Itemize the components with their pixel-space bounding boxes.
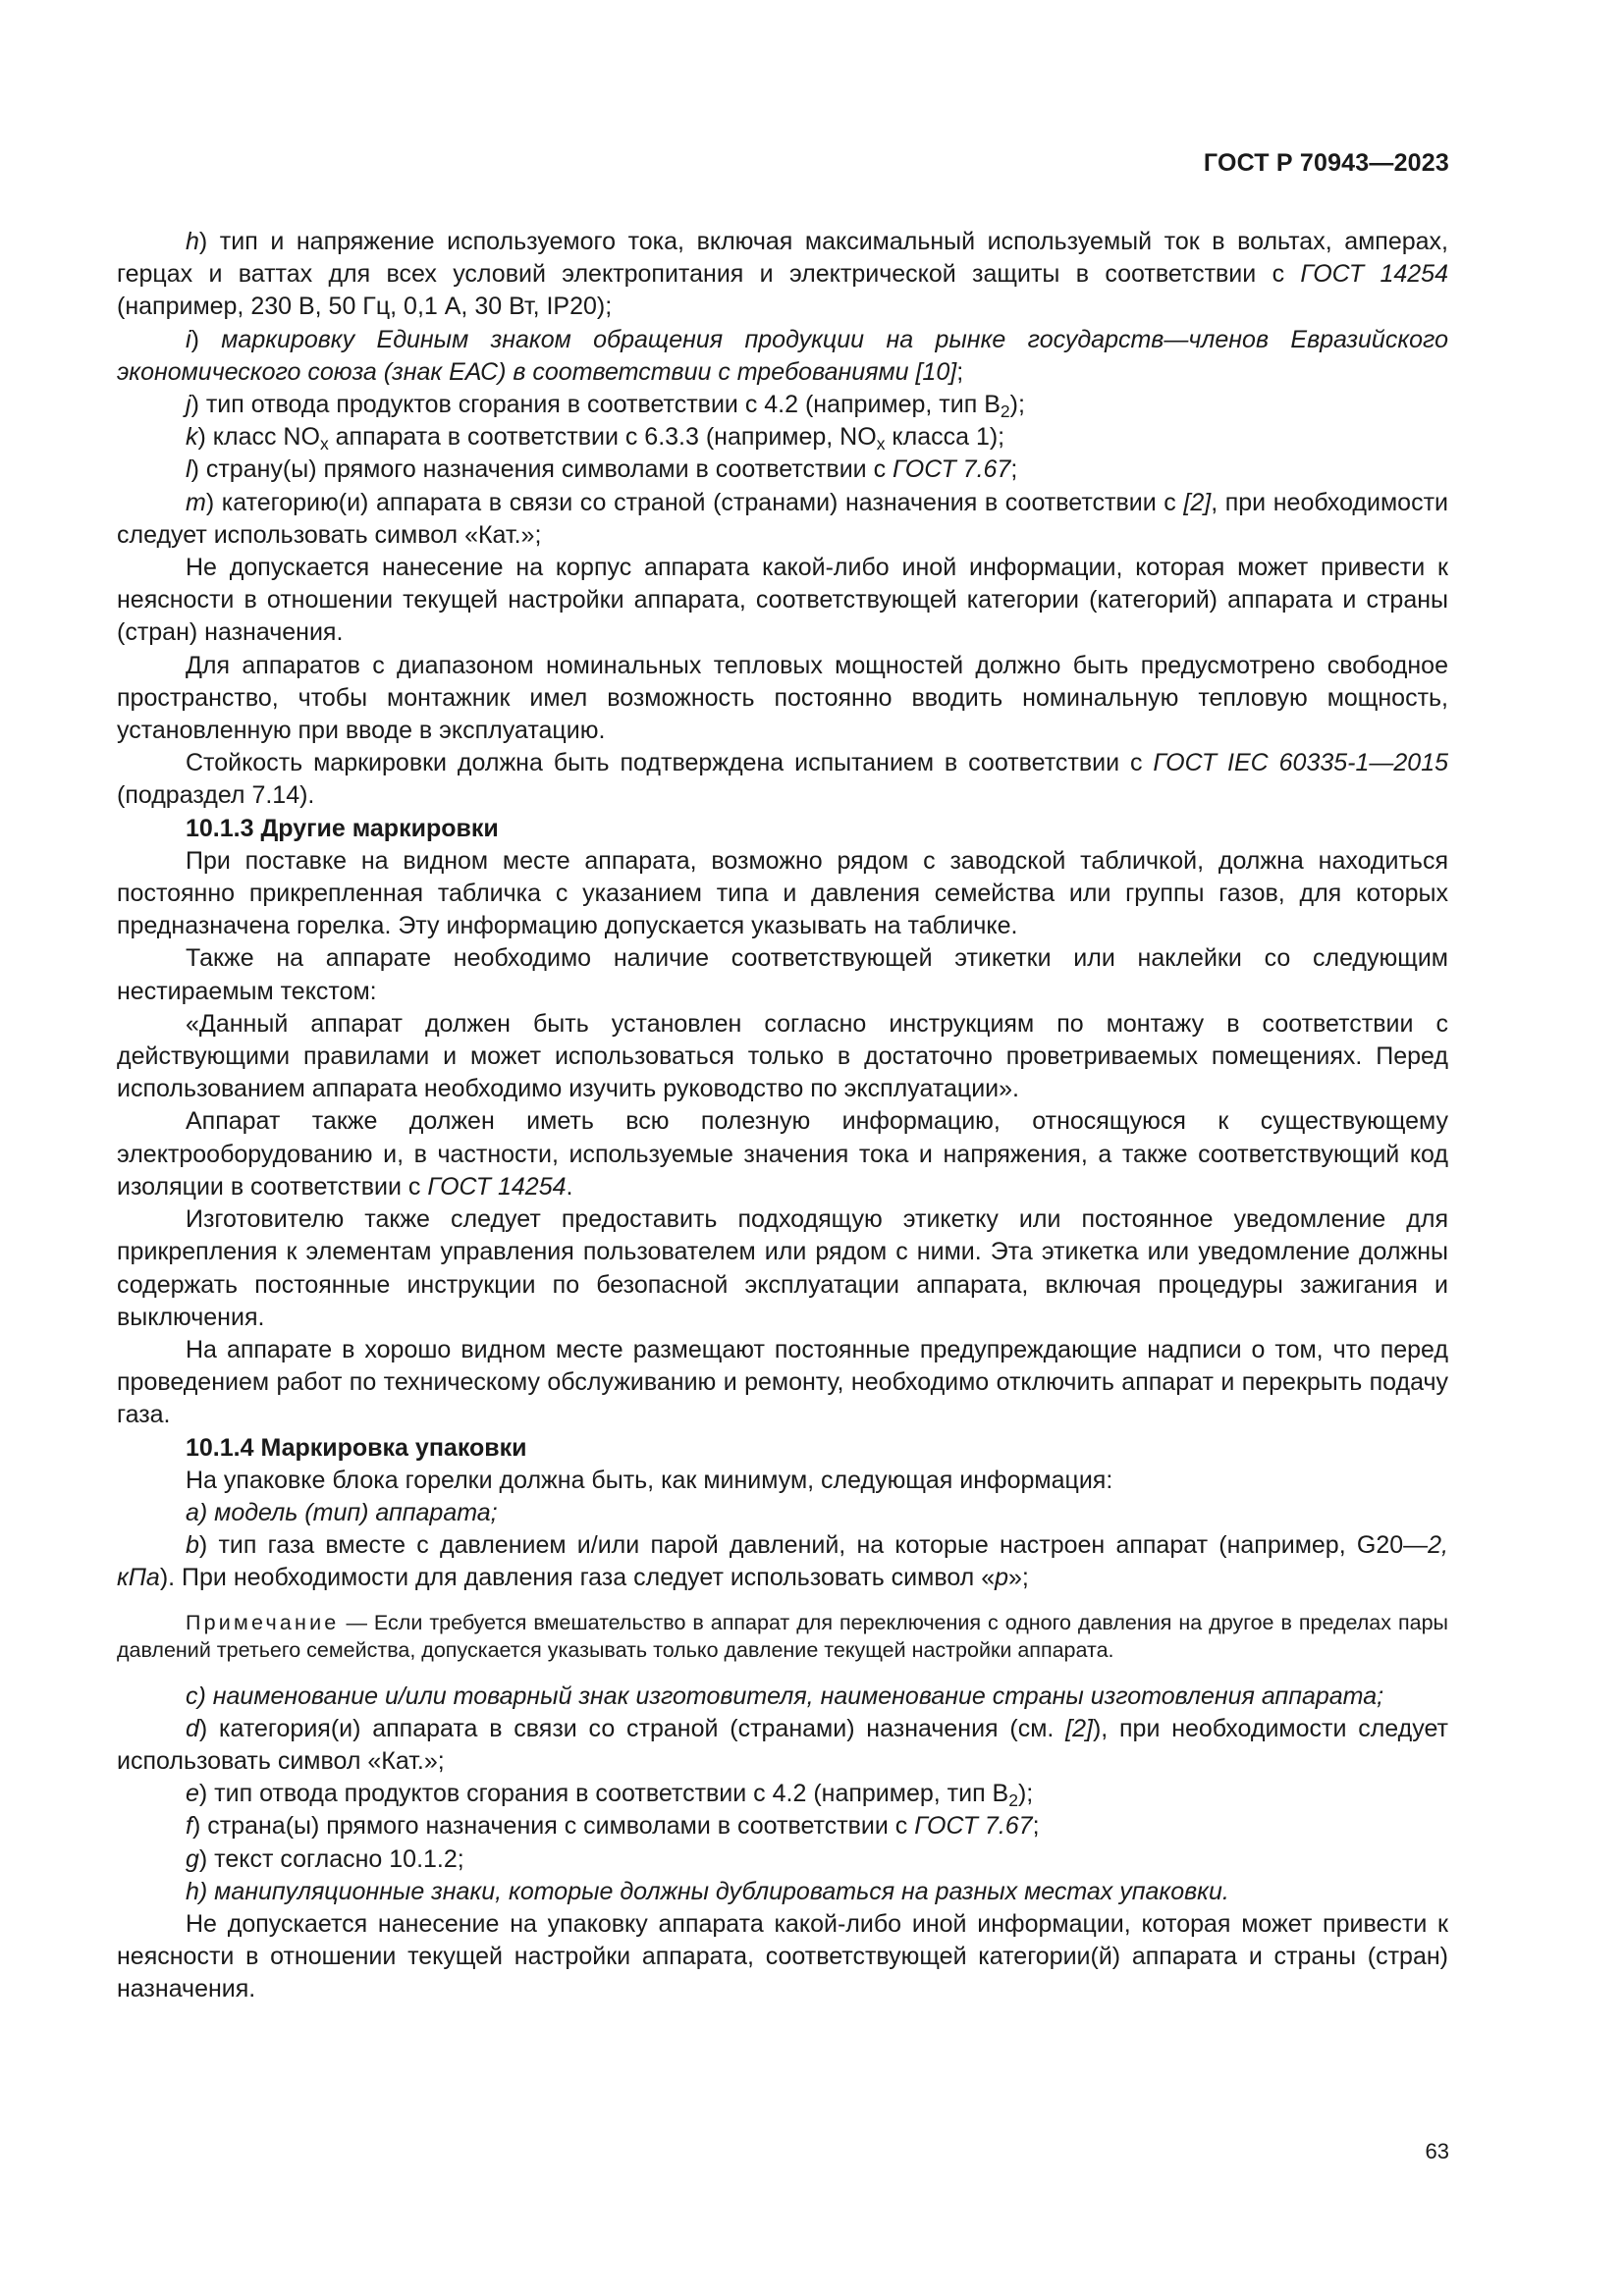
item-text: ) класс NO [197, 423, 320, 452]
list-item-j [117, 389, 1448, 421]
subscript: x [319, 434, 329, 454]
section-heading-10-1-3: 10.1.3 Другие маркировки [186, 814, 499, 842]
standard-reference: ГОСТ 7.67 [893, 455, 1011, 484]
item-letter: g [186, 1844, 199, 1873]
paragraph: При поставке на видном месте аппарата, возможно рядом с заводской табличкой, должна находиться постоянно прикрепленная табличка с указанием типа и давления семейства или группы газов, для которых предназначена горелка. Эту информацию допускается указывать на табличке. [117, 846, 1448, 940]
item-text-tail: ); [1017, 1780, 1034, 1808]
item-text: ) страна(ы) прямого назначения с символами в соответствии с [191, 1812, 915, 1841]
list-item-i [117, 324, 1448, 389]
item-text-tail: ); [1009, 391, 1025, 419]
list-item-f [117, 1810, 1448, 1842]
pressure-symbol: p [995, 1564, 1009, 1592]
section-heading-10-1-4: 10.1.4 Маркировка упаковки [186, 1433, 527, 1462]
item-letter: i [186, 325, 191, 353]
paragraph-text-tail: (подраздел 7.14). [117, 781, 315, 810]
list-item-c: c) наименование и/или товарный знак изготовителя, наименование страны изготовления аппарата; [186, 1682, 1384, 1710]
item-text-tail: ; [1010, 455, 1018, 484]
page-number: 63 [1425, 2139, 1449, 2163]
standard-reference: ГОСТ IEC 60335-1—2015 [1153, 749, 1449, 777]
item-text-middle: ). При необходимости для давления газа следует использовать символ « [159, 1564, 996, 1592]
paragraph-text: Аппарат также должен иметь всю полезную информацию, относящуюся к существующему электрооборудованию и, в частности, используемые значения тока и напряжения, а также соответствующий код изоляции в соответствии с [117, 1107, 1448, 1201]
item-text-middle: аппарата в соответствии с 6.3.3 (например, NO [328, 423, 877, 452]
standard-reference: ГОСТ 14254 [1300, 260, 1448, 289]
note [117, 1609, 1448, 1665]
item-letter: b [186, 1531, 199, 1560]
bibliography-reference: [2] [1183, 488, 1212, 516]
item-letter: e [186, 1780, 199, 1808]
document-id-header: ГОСТ Р 70943—2023 [1203, 149, 1449, 177]
list-item-k [117, 421, 1448, 454]
quoted-label-text: «Данный аппарат должен быть установлен согласно инструкциям по монтажу в соответствии с действующими правилами и может использоваться только в достаточно проветриваемых помещениях. Перед использованием аппарата необходимо изучить руководство по эксплуатации». [117, 1009, 1448, 1103]
list-item-b [117, 1529, 1448, 1594]
subscript: 2 [1000, 401, 1010, 422]
list-item-d [117, 1713, 1448, 1778]
paragraph-text-tail: . [566, 1172, 573, 1201]
list-item-e [117, 1778, 1448, 1810]
document-body [117, 226, 1448, 2006]
paragraph [117, 747, 1448, 812]
list-item-h-packaging: h) манипуляционные знаки, которые должны дублироваться на разных местах упаковки. [186, 1877, 1229, 1905]
list-item-h [117, 226, 1448, 324]
item-text: ) тип газа вместе с давлением и/или парой давлений, на которые настроен аппарат (например, G20— [198, 1531, 1429, 1560]
paragraph: Также на аппарате необходимо наличие соответствующей этикетки или наклейки со следующим нестираемым текстом: [117, 944, 1448, 1005]
paragraph-text: Стойкость маркировки должна быть подтверждена испытанием в соответствии с [186, 749, 1154, 777]
item-text: ) текст согласно 10.1.2; [198, 1844, 464, 1873]
subscript: 2 [1008, 1790, 1018, 1811]
list-item-l [117, 454, 1448, 486]
subscript: x [876, 434, 886, 454]
paragraph: Для аппаратов с диапазоном номинальных тепловых мощностей должно быть предусмотрено свободное пространство, чтобы монтажник имел возможность постоянно вводить номинальную тепловую мощность, установленную при вводе в эксплуатацию. [117, 651, 1448, 745]
item-text: ) тип отвода продуктов сгорания в соответствии с 4.2 (например, тип B [190, 391, 1001, 419]
item-text: ) тип отвода продуктов сгорания в соответствии с 4.2 (например, тип B [198, 1780, 1009, 1808]
item-letter: l [186, 455, 191, 484]
item-text-tail: ; [1032, 1812, 1040, 1841]
paragraph: Изготовителю также следует предоставить подходящую этикетку или постоянное уведомление для прикрепления к элементам управления пользователем или рядом с ними. Эта этикетка или уведомление должны содержать постоянные инструкции по безопасной эксплуатации аппарата, включая процедуры зажигания и выключения. [117, 1205, 1448, 1331]
list-item-m [117, 487, 1448, 552]
note-label: Примечание [186, 1610, 340, 1634]
item-text-italic: маркировку Единым знаком обращения продукции на рынке государств—членов Евразийского экономического союза (знак ЕАС) в соответствии с требованиями [10] [117, 325, 1448, 386]
paragraph: Не допускается нанесение на корпус аппарата какой-либо иной информации, которая может привести к неясности в отношении текущей настройки аппарата, соответствующей категории (категорий) аппарата и страны (стран) назначения. [117, 554, 1448, 647]
item-letter: k [186, 423, 198, 452]
paragraph: На упаковке блока горелки должна быть, как минимум, следующая информация: [186, 1466, 1113, 1494]
item-text: ) категорию(и) аппарата в связи со страной (странами) назначения в соответствии с [205, 488, 1184, 516]
paragraph: Не допускается нанесение на упаковку аппарата какой-либо иной информации, которая может привести к неясности в отношении текущей настройки аппарата, соответствующей категории(й) аппарата и страны (стран) назначения. [117, 1909, 1448, 2003]
item-text-tail: (например, 230 В, 50 Гц, 0,1 А, 30 Вт, IP20); [117, 293, 613, 321]
item-letter: f [186, 1812, 192, 1841]
item-text-tail: »; [1008, 1564, 1029, 1592]
list-item-a: a) модель (тип) аппарата; [186, 1498, 498, 1526]
item-text-tail: ), при необходимости следует использовать символ «Кат.»; [117, 1714, 1448, 1775]
item-text-tail: , при необходимости следует использовать символ «Кат.»; [117, 488, 1448, 549]
standard-reference: ГОСТ 14254 [427, 1172, 567, 1201]
item-text: ) тип и напряжение используемого тока, включая максимальный используемый ток в вольтах, амперах, герцах и ваттах для всех условий электропитания и электрической защиты в соответствии с [117, 228, 1448, 289]
list-item-g [117, 1843, 1448, 1876]
item-letter: j [186, 391, 191, 419]
paragraph [117, 1105, 1448, 1203]
paragraph: На аппарате в хорошо видном месте размещают постоянные предупреждающие надписи о том, что перед проведением работ по техническому обслуживанию и ремонту, необходимо отключить аппарат и перекрыть подачу газа. [117, 1335, 1448, 1429]
item-text-tail: класса 1); [885, 423, 1005, 452]
standard-reference: ГОСТ 7.67 [914, 1812, 1033, 1841]
item-text-italic: 2, кПа [117, 1531, 1448, 1592]
item-text: ) страну(ы) прямого назначения символами в соответствии с [190, 455, 893, 484]
item-letter: d [186, 1714, 199, 1742]
bibliography-reference: [2] [1065, 1714, 1093, 1742]
item-letter: m [186, 488, 206, 516]
note-text: — Если требуется вмешательство в аппарат для переключения с одного давления на другое в пределах пары давлений третьего семейства, допускается указывать только давление текущей настройки аппарата. [117, 1610, 1448, 1663]
item-text: ) категория(и) аппарата в связи со страной (странами) назначения (см. [198, 1714, 1066, 1742]
item-text-tail: ; [956, 357, 964, 386]
item-letter: h [186, 228, 199, 255]
item-text: ) [190, 325, 222, 353]
